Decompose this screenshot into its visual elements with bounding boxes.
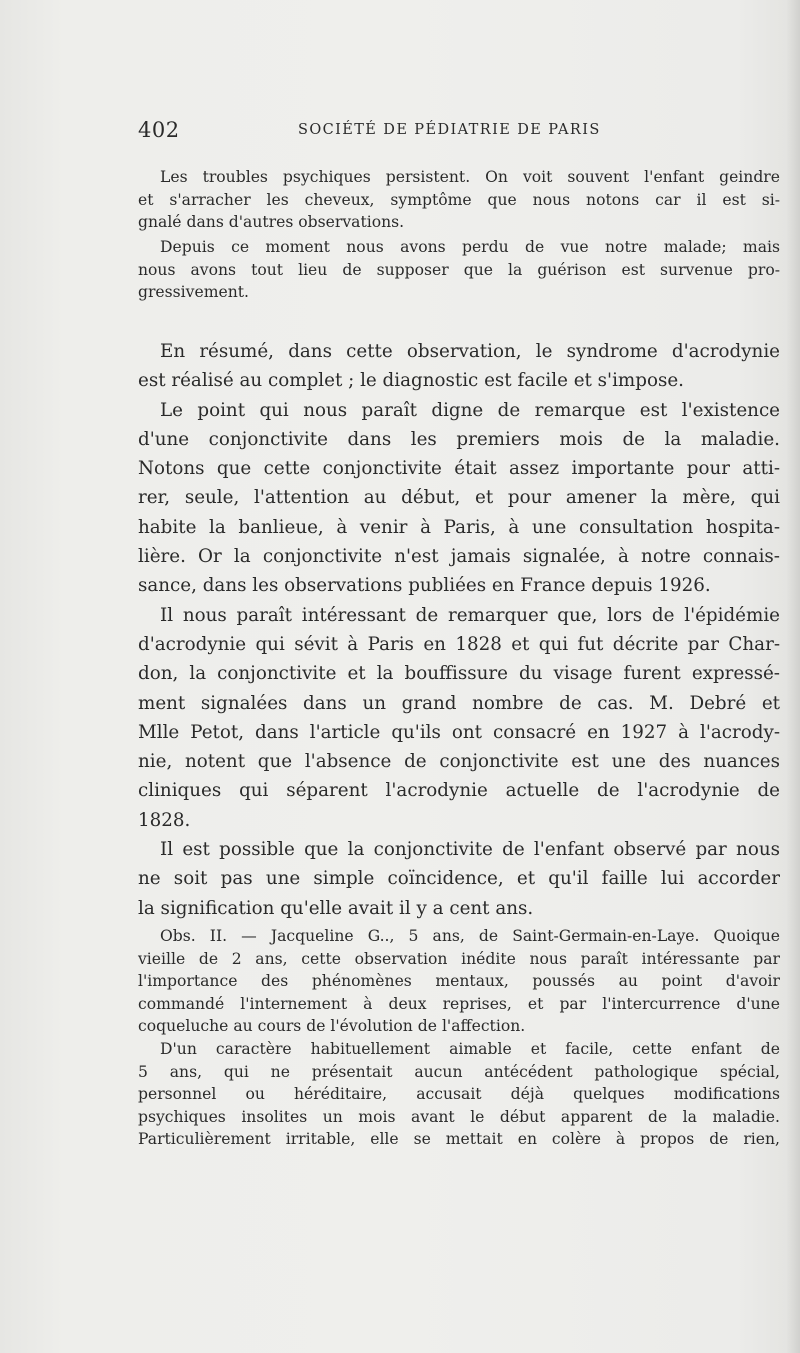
text-line: psychiques insolites un mois avant le début apparent de la maladie. (138, 1107, 780, 1126)
text-line: Le point qui nous paraît digne de remarque est l'existence (160, 399, 780, 421)
text-line: commandé l'internement à deux reprises, et par l'intercurrence d'une (138, 994, 780, 1013)
text-line: rer, seule, l'attention au début, et pour amener la mère, qui (138, 487, 780, 509)
text-line: habite la banlieue, à venir à Paris, à une consultation hospita- (138, 516, 780, 538)
paragraph-observation-2 (138, 925, 780, 1151)
text-line: sance, dans les observations publiées en France depuis 1926. (138, 575, 711, 597)
text-line: Les troubles psychiques persistent. On voit souvent l'enfant geindre (160, 168, 780, 186)
running-title: SOCIÉTÉ DE PÉDIATRIE DE PARIS (298, 122, 601, 138)
text-line: ne soit pas une simple coïncidence, et qu'il faille lui accorder (138, 868, 780, 890)
text-line: coqueluche au cours de l'évolution de l'affection. (138, 1017, 526, 1036)
paragraph-psychic-troubles (138, 166, 780, 234)
text-line: 5 ans, qui ne présentait aucun antécédent pathologique spécial, (138, 1062, 780, 1081)
text-line: nous avons tout lieu de supposer que la guérison est survenue pro- (138, 260, 780, 279)
text-line: Obs. II. — Jacqueline G.., 5 ans, de Saint-Germain-en-Laye. Quoique (160, 927, 780, 945)
text-line: D'un caractère habituellement aimable et facile, cette enfant de (160, 1039, 780, 1058)
text-line: d'une conjonctivite dans les premiers mois de la maladie. (138, 428, 780, 450)
text-line: gnalé dans d'autres observations. (138, 213, 405, 232)
text-line: et s'arracher les cheveux, symptôme que nous notons car il est si- (138, 190, 780, 209)
page-number: 402 (138, 118, 180, 142)
text-line: la signification qu'elle avait il y a cent ans. (138, 897, 534, 919)
text-line: est réalisé au complet ; le diagnostic est facile et s'impose. (138, 370, 684, 392)
text-line: l'importance des phénomènes mentaux, poussés au point d'avoir (138, 972, 780, 991)
text-line: nie, notent que l'absence de conjonctivite est une des nuances (138, 751, 780, 773)
text-line: d'acrodynie qui sévit à Paris en 1828 et qui fut décrite par Char- (138, 633, 780, 655)
text-line: vieille de 2 ans, cette observation inédite nous paraît intéressante par (138, 949, 780, 968)
page-edge-shadow (786, 0, 800, 1353)
text-line: Notons que cette conjonctivite était assez importante pour atti- (138, 458, 780, 480)
text-line: cliniques qui séparent l'acrodynie actuelle de l'acrodynie de (138, 780, 780, 802)
text-line: En résumé, dans cette observation, le syndrome d'acrodynie (160, 341, 780, 362)
text-line: Depuis ce moment nous avons perdu de vue notre malade; mais (160, 238, 780, 256)
page-header (138, 118, 600, 146)
text-line: Particulièrement irritable, elle se mettait en colère à propos de rien, (138, 1130, 780, 1149)
text-line: Il nous paraît intéressant de remarquer que, lors de l'épidémie (160, 604, 780, 626)
text-line: gressivement. (138, 283, 249, 302)
paragraph-lost-sight (138, 236, 780, 304)
text-line: Il est possible que la conjonctivite de l'enfant observé par nous (160, 839, 780, 861)
paragraph-summary (138, 337, 780, 923)
text-line: lière. Or la conjonctivite n'est jamais signalée, à notre connais- (138, 546, 780, 568)
text-line: personnel ou héréditaire, accusait déjà quelques modifications (138, 1085, 780, 1104)
text-line: ment signalées dans un grand nombre de cas. M. Debré et (138, 692, 780, 714)
text-line: don, la conjonctivite et la bouffissure du visage furent expressé- (138, 663, 780, 685)
text-line: 1828. (138, 809, 191, 831)
text-line: Mlle Petot, dans l'article qu'ils ont consacré en 1927 à l'acrody- (138, 721, 780, 743)
